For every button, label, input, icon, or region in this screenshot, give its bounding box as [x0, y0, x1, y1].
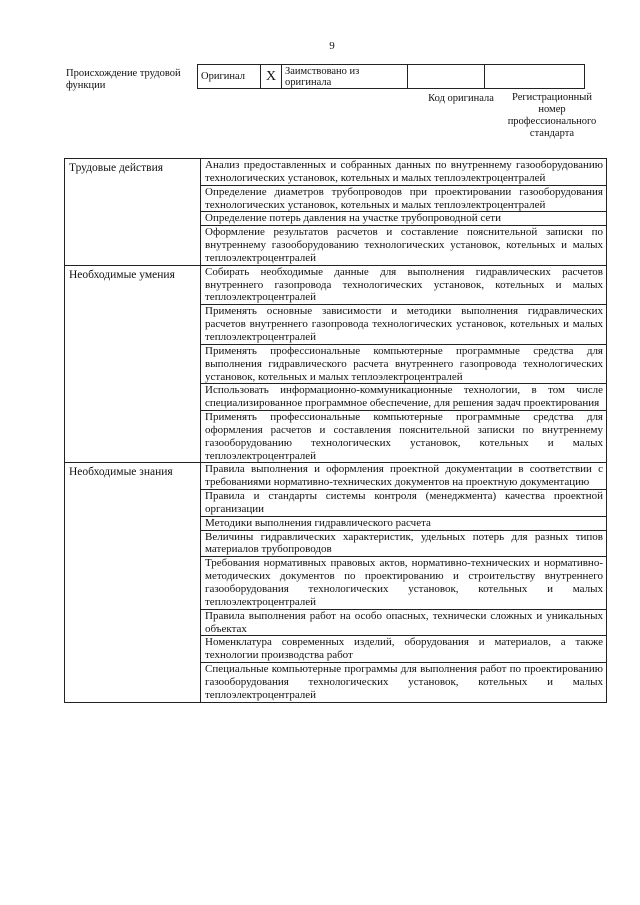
section-title: Необходимые умения [65, 265, 201, 463]
list-item: Величины гидравлических характеристик, удельных потерь для разных типов материалов трубопроводов [201, 530, 606, 557]
original-mark: X [261, 65, 282, 89]
list-item: Методики выполнения гидравлического расчета [201, 516, 606, 530]
list-item: Применять профессиональные компьютерные программные средства для выполнения гидравлического расчета внутреннего газопровода технологических установок, котельных и малых теплоэлектроцентралей [201, 344, 606, 384]
page-number: 9 [329, 40, 335, 52]
list-item: Номенклатура современных изделий, оборудования и материалов, а также технологии производства работ [201, 635, 606, 662]
list-item: Определение потерь давления на участке трубопроводной сети [201, 211, 606, 225]
section-items [201, 265, 607, 463]
section-title: Трудовые действия [65, 159, 201, 266]
list-item: Требования нормативных правовых актов, нормативно-технических и нормативно-методических документов по проектированию и строительству внутреннего газооборудования технологических установок, котельных и малых теплоэлектроцентралей [201, 556, 606, 608]
list-item: Анализ предоставленных и собранных данных по внутреннему газооборудованию технологических установок, котельных и малых теплоэлектроцентралей [205, 159, 603, 184]
registration-number-cell [485, 65, 585, 89]
borrowed-cell: Заимствовано из оригинала [282, 65, 408, 89]
list-item: Специальные компьютерные программы для выполнения работ по проектированию газооборудования технологических установок, котельных и малых теплоэлектроцентралей [201, 662, 606, 702]
list-item: Собирать необходимые данные для выполнения гидравлических расчетов внутреннего газопровода технологических установок, котельных и малых теплоэлектроцентралей [205, 265, 603, 304]
list-item: Правила и стандарты системы контроля (менеджмента) качества проектной организации [201, 489, 606, 516]
origin-label: Происхождение трудовой функции [66, 68, 181, 91]
registration-caption: Регистрационный номер профессионального стандарта [507, 92, 597, 139]
competency-table [64, 158, 607, 703]
section-items [201, 159, 607, 266]
list-item: Применять основные зависимости и методики выполнения гидравлических расчетов внутреннего газопровода технологических установок, котельных и малых теплоэлектроцентралей [201, 304, 606, 344]
original-cell: Оригинал [198, 65, 261, 89]
list-item: Определение диаметров трубопроводов при проектировании газооборудования технологических установок, котельных и малых теплоэлектроцентралей [201, 185, 606, 212]
section-title: Необходимые знания [65, 463, 201, 702]
list-item: Использовать информационно-коммуникационные технологии, в том числе специализированное программное обеспечение, для решения задач проектирования [201, 383, 606, 410]
section-row [65, 463, 607, 702]
list-item: Применять профессиональные компьютерные программные средства для оформления расчетов и составления пояснительной записки по внутреннему газооборудованию технологических установок, котельных и малых теплоэлектроцентралей [201, 410, 606, 462]
list-item: Правила выполнения и оформления проектной документации в соответствии с требованиями нормативно-технических документов на проектную документацию [205, 463, 603, 489]
section-items [201, 463, 607, 702]
list-item: Правила выполнения работ на особо опасных, технически сложных и уникальных объектах [201, 609, 606, 636]
origin-table [197, 64, 585, 89]
list-item: Оформление результатов расчетов и составление пояснительной записки по внутреннему газооборудованию технологических установок, котельных и малых теплоэлектроцентралей [201, 225, 606, 265]
section-row [65, 265, 607, 463]
original-code-cell [408, 65, 485, 89]
section-row [65, 159, 607, 266]
code-caption: Код оригинала [428, 93, 494, 104]
